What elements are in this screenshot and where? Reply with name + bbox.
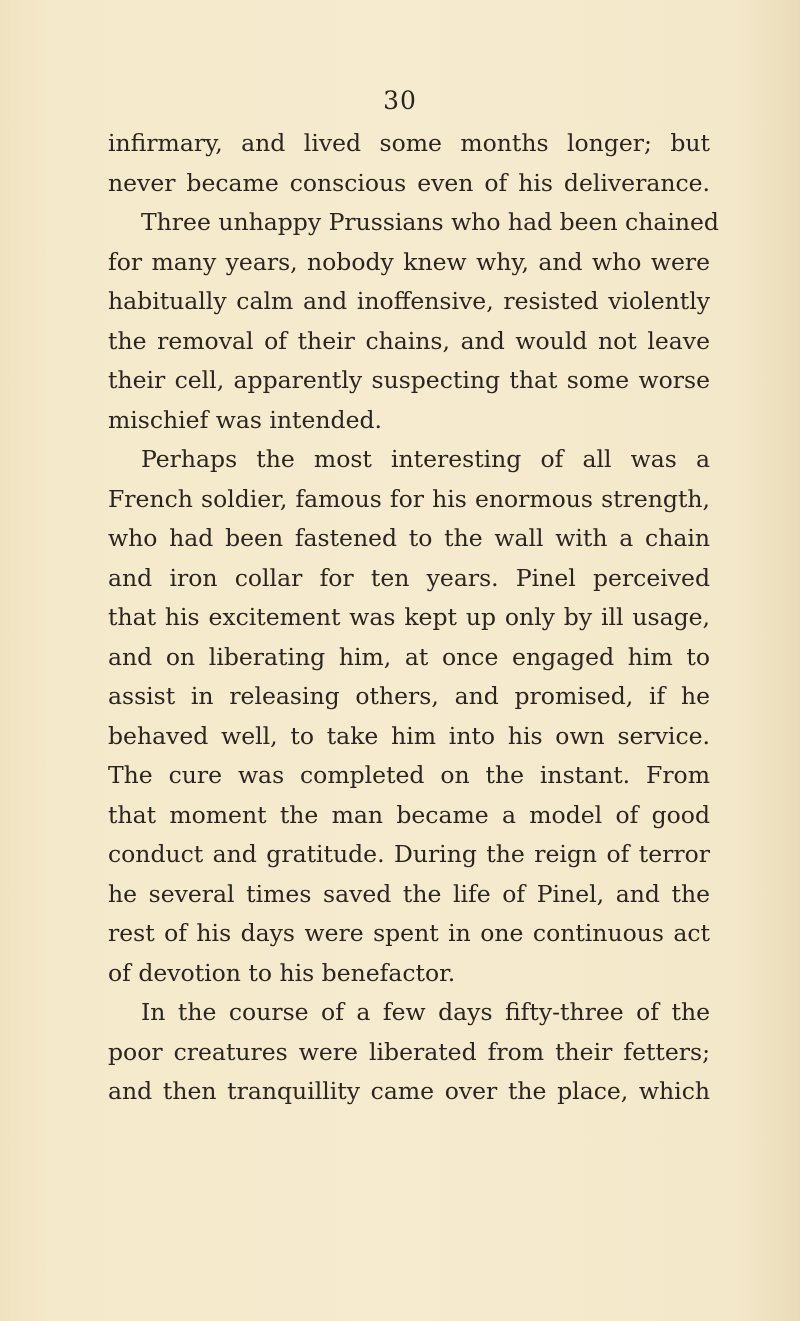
- text-line: conduct and gratitude. During the reign of terror: [108, 840, 710, 868]
- page-number: 30: [383, 86, 417, 115]
- text-line: The cure was completed on the instant. From: [108, 761, 710, 789]
- text-line: and then tranquillity came over the place, which: [108, 1077, 710, 1105]
- text-line: and on liberating him, at once engaged him to: [108, 642, 710, 671]
- paragraph-end-line: mischief was intended.: [108, 405, 383, 434]
- paragraph-start-line: Perhaps the most interesting of all was a: [141, 445, 710, 473]
- text-line: infirmary, and lived some months longer; but: [108, 129, 710, 157]
- text-line: French soldier, famous for his enormous strength,: [108, 484, 710, 513]
- text-line: their cell, apparently suspecting that some worse: [108, 366, 710, 394]
- text-line: assist in releasing others, and promised, if he: [108, 682, 710, 710]
- text-line: behaved well, to take him into his own service.: [108, 721, 710, 750]
- text-line: rest of his days were spent in one continuous act: [108, 919, 710, 947]
- text-line: poor creatures were liberated from their fetters;: [108, 1037, 710, 1066]
- paragraph-end-line: of devotion to his benefactor.: [108, 958, 456, 987]
- text-line: that his excitement was kept up only by ill usage,: [108, 603, 710, 631]
- text-line: for many years, nobody knew why, and who were: [108, 247, 710, 276]
- text-line: that moment the man became a model of good: [108, 800, 710, 829]
- text-line: habitually calm and inoffensive, resisted violently: [108, 287, 710, 315]
- paragraph-start-line: In the course of a few days fifty-three of the: [141, 998, 710, 1026]
- body-text: [108, 124, 719, 1112]
- text-line: never became conscious even of his deliverance.: [108, 168, 710, 197]
- paragraph-start-line: Three unhappy Prussians who had been chained: [141, 208, 719, 236]
- text-line: and iron collar for ten years. Pinel perceived: [108, 563, 710, 592]
- text-line: he several times saved the life of Pinel, and the: [108, 879, 710, 908]
- text-line: the removal of their chains, and would not leave: [108, 326, 710, 355]
- text-line: who had been fastened to the wall with a chain: [108, 524, 710, 552]
